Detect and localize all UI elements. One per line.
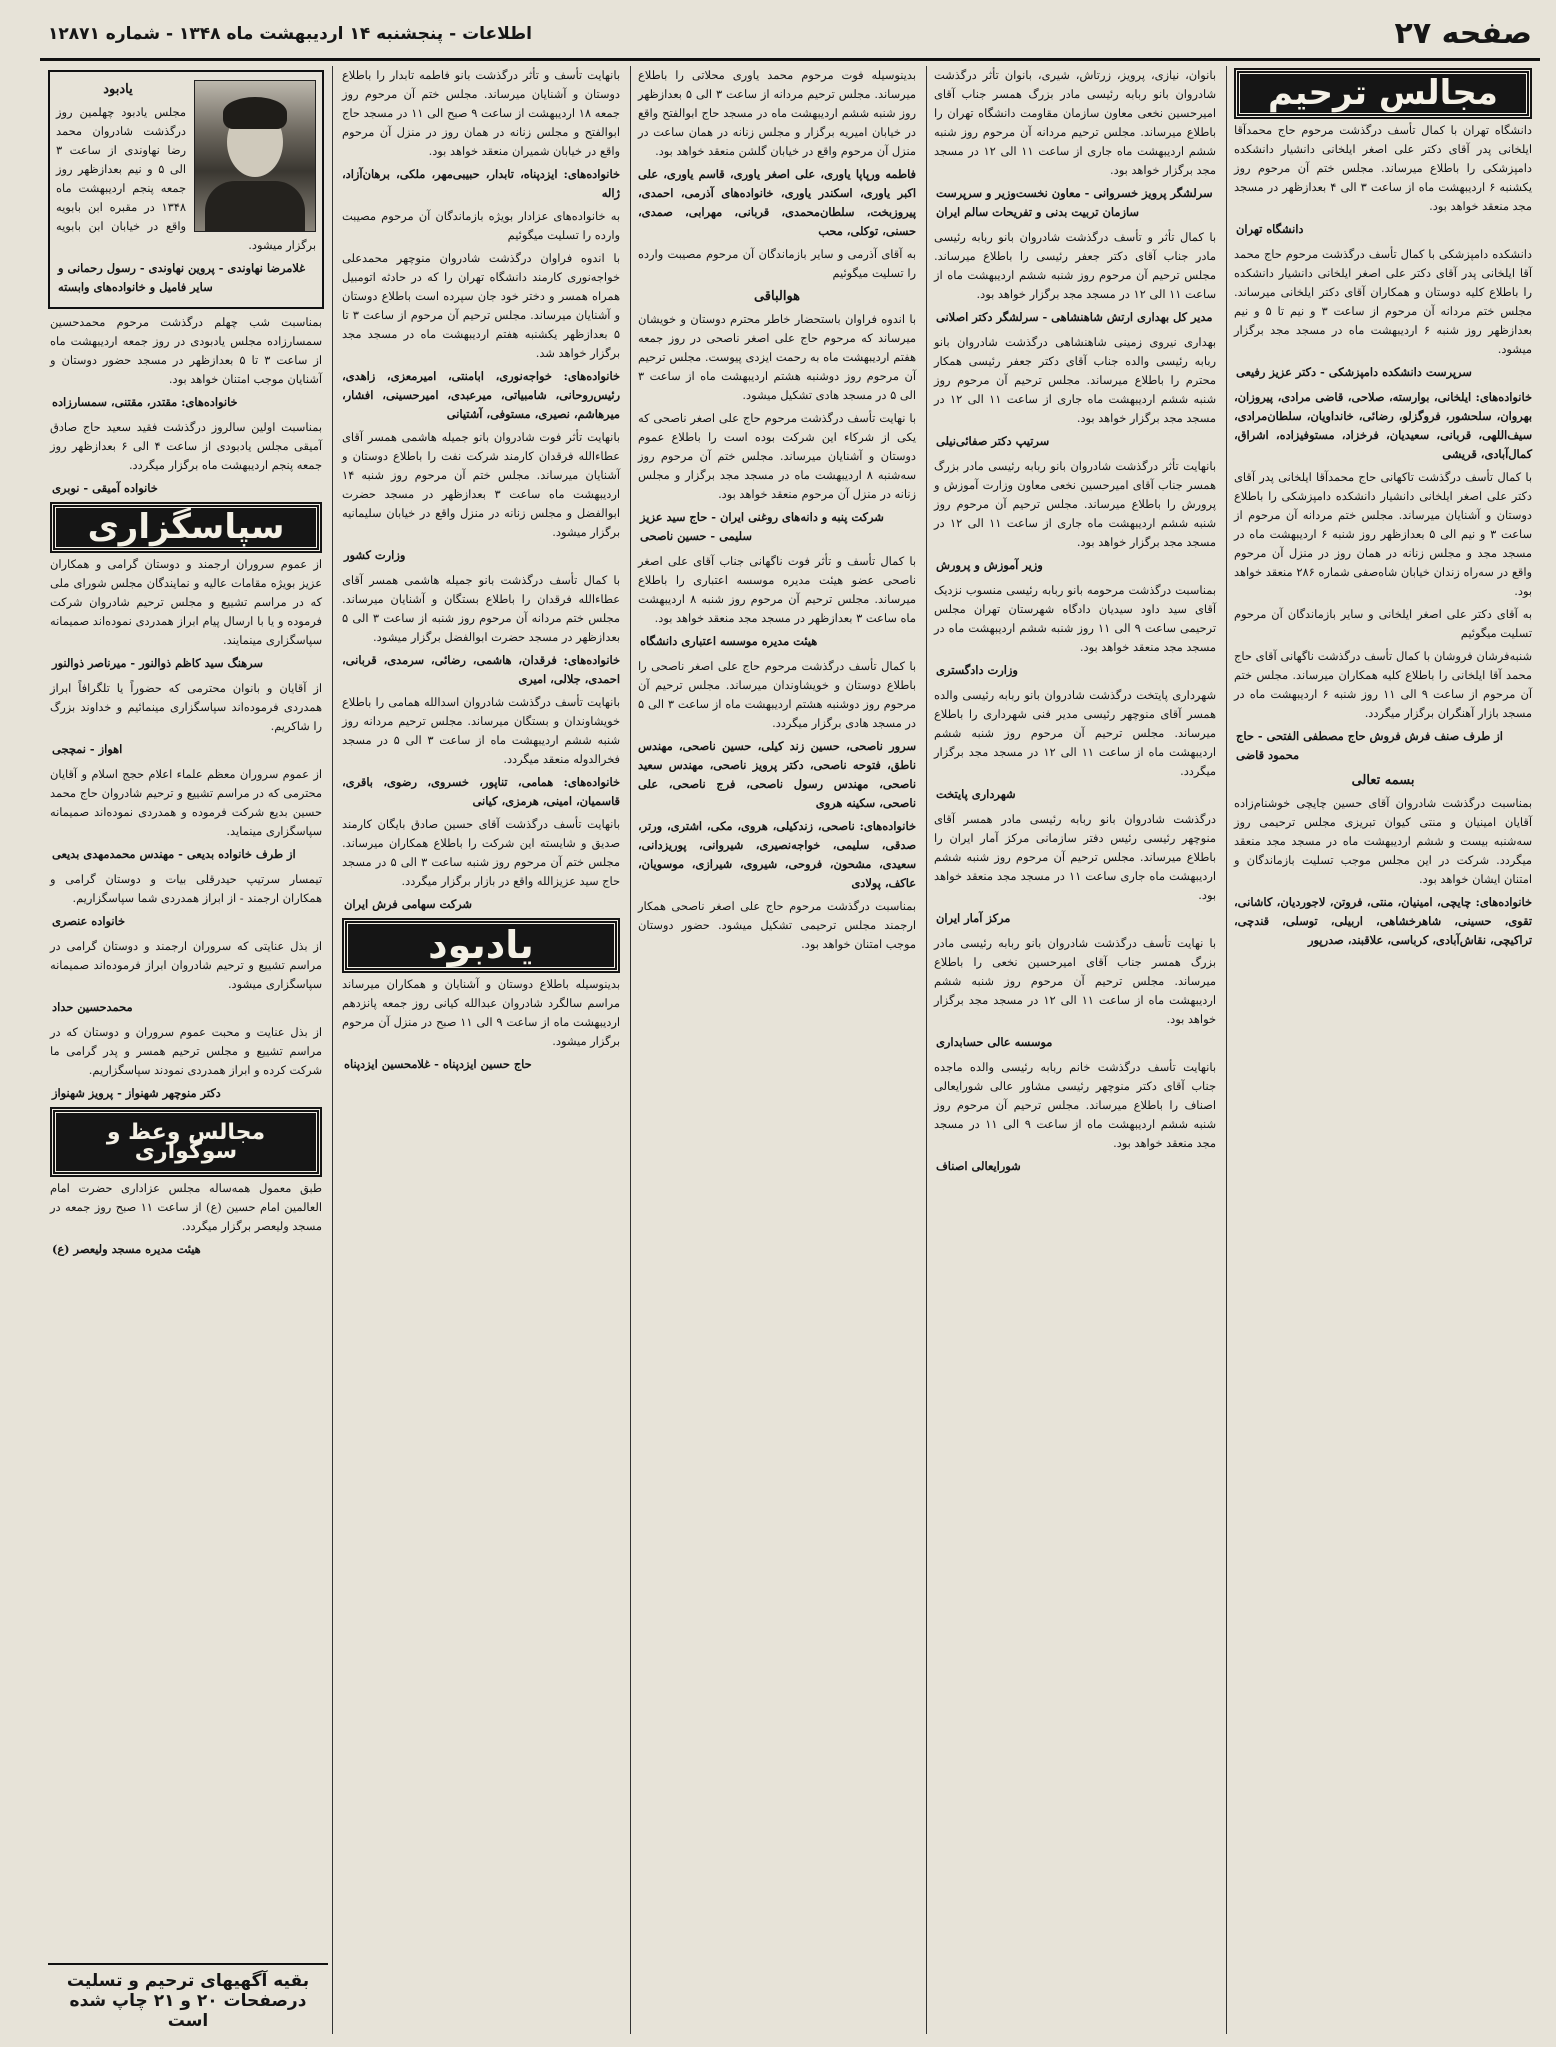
notice-text: بمناسبت شب چهلم درگذشت مرحوم محمدحسین سمسارزاده مجلس یادبودی در روز جمعه اردیبهشت ماه از ساعت ۳ تا ۵ بعدازظهر در مسجد حضور دوستان و آشنایان موجب امتنان خواهد بود. <box>50 315 323 386</box>
notice-signature: سرهنگ سید کاظم ذوالنور - میرناصر ذوالنور <box>52 656 263 670</box>
memorial-title: یادبود <box>103 82 133 97</box>
notice-text: بمناسبت درگذشت مرحومه بانو ربابه رئیسی منسوب نزدیک آقای سید داود سیدیان دادگاه شهرستان تهران مجلس ترحیمی ساعت ۹ الی ۱۱ روز شنبه ششم اردیبهشت ماه در مسجد مجد منعقد خواهد بود. <box>934 583 1216 654</box>
notice-signature: شرکت پنبه و دانه‌های روغنی ایران - حاج سید عزیز سلیمی - حسین ناصحی <box>640 510 884 543</box>
family-list: خانواده‌های: ایلخانی، بوارسته، صلاحی، قاضی مرادی، پیروزان، بهروان، سلحشور، فروگزلو، رضائی، خانداویان، سلطان‌مرادی، سیف‌اللهی، قربانی، سعیدیان، فرخزاد، مستوفیزاده، اشراق، کمال‌آبادی، قریشی <box>1234 390 1532 461</box>
notice-text: شنبه‌فرشان فروشان با کمال تأسف درگذشت ناگهانی آقای حاج محمد آقا ایلخانی را باطلاع کلیه همکاران میرساند. مجلس ختم آن مرحوم از ساعت ۹ الی ۱۱ روز شنبه ۶ اردیبهشت ماه در مسجد بازار آهنگران برگزار میگردد. <box>1234 649 1533 720</box>
notice-text: شهرداری پایتخت درگذشت شادروان بانو ربابه رئیسی والده همسر آقای منوچهر رئیسی مدیر فنی شهرداری را باطلاع میرساند. مجلس ترحیم آن مرحوم روز شنبه ششم اردیبهشت ماه از ساعت ۱۱ الی ۱۲ در مسجد مجد برگزار میگردد. <box>934 688 1216 778</box>
notice-signature: شرکت سهامی فرش ایران <box>344 897 472 911</box>
notice-text: با اندوه فراوان درگذشت شادروان منوچهر محمدعلی خواجه‌نوری کارمند دانشگاه تهران را که در حادثه اتومبیل همراه همسر و دختر خود جان سپرده است باطلاع دوستان و آشنایان میرساند. مجلس ترحیم آن مرحوم از ساعت ۳ تا ۵ بعدازظهر یکشنبه هفتم اردیبهشت ماه در مسجد مجد برگزار خواهد شد. <box>342 251 621 360</box>
notice-text: بانهایت تأسف درگذشت خانم ربابه رئیسی والده ماجده جناب آقای دکتر منوچهر رئیسی مشاور عالی شورایعالی اصناف را باطلاع میرساند. مجلس ترحیم آن مرحوم روز شنبه ششم اردیبهشت ماه از ساعت ۹ الی ۱۱ در مسجد مجد منعقد خواهد بود. <box>934 1060 1216 1150</box>
notice-text: دانشکده دامپزشکی با کمال تأسف درگذشت مرحوم حاج محمد آقا ایلخانی پدر آقای دکتر علی اصغر ایلخانی دانشیار دانشکده را باطلاع کلیه دوستان و همکاران آقای دکتر ایلخانی میرساند. مجلس ختم مردانه آن مرحوم از ساعت ۳ و نیم تا ۵ و نیم بعدازظهر روز شنبه ۶ اردیبهشت ماه در مسجد مجد برگزار میشود. <box>1234 247 1532 356</box>
notice-text: بمناسبت درگذشت شادروان آقای حسین چایچی خوشنام‌زاده آقایان امینیان و منتی کیوان تبریزی مجلس ترحیمی روز سه‌شنبه بیست و ششم اردیبهشت ماه در مسجد مجد منعقد میگردد. شرکت در این مجلس موجب تسلیت بازماندگان و امتنان ایشان خواهد بود. <box>1234 796 1532 886</box>
notice-text: طبق معمول همه‌ساله مجلس عزاداری حضرت امام العالمین امام حسین (ع) از ساعت ۱۱ صبح روز جمعه در مسجد ولیعصر برگزار میگردد. <box>50 1181 323 1233</box>
notice-text: بمناسبت اولین سالروز درگذشت فقید سعید حاج صادق آمیقی مجلس یادبودی از ساعت ۴ الی ۶ بعدازظهر روز جمعه پنجم اردیبهشت ماه برگزار میگردد. <box>50 420 323 472</box>
notice-text: بدینوسیله باطلاع دوستان و آشنایان و همکاران میرساند مراسم سالگرد شادروان عبدالله کیانی روز جمعه پانزدهم اردیبهشت ماه از ساعت ۹ الی ۱۱ صبح در منزل آن مرحوم برگزار میشود. <box>342 977 620 1048</box>
memorial-text: مجلس یادبود چهلمین روز درگذشت شادروان محمد رضا نهاوندی از ساعت ۳ الی ۵ و نیم بعدازظهر روز جمعه پنجم اردیبهشت ماه ۱۳۴۸ در مقبره ابن بابویه واقع در خیابان ابن بابویه برگزار میشود. <box>56 105 316 252</box>
family-list: خانواده‌های: ایزدپناه، تابدار، حبیبی‌مهر، ملکی، برهان‌آزاد، ژاله <box>342 167 620 200</box>
notice-text: با اندوه فراوان باستحضار خاطر محترم دوستان و خویشان میرساند که مرحوم حاج علی اصغر ناصحی در روز جمعه هفتم اردیبهشت ماه به رحمت ایزدی پیوست. مجلس ترحیم آن مرحوم روز دوشنبه هشتم اردیبهشت ماه از ساعت ۳ الی ۵ در مسجد هادی تشکیل میشود. <box>638 312 916 402</box>
notice-text: تیمسار سرتیپ حیدرقلی بیات و دوستان گرامی و همکاران ارجمند - از ابراز همدردی شما سپاسگزاریم. <box>50 872 322 905</box>
notice-text: درگذشت شادروان بانو ربابه رئیسی مادر همسر آقای منوچهر رئیسی رئیس دفتر سازمانی مرکز آمار ایران را باطلاع میرساند. مجلس ترحیم آن مرحوم روز شنبه ششم اردیبهشت ماه جاری ساعت ۱۱ در مسجد مجد منعقد خواهد بود. <box>934 812 1217 902</box>
condolence-text: به خانواده‌های عزادار بویژه بازماندگان آن مرحوم مصیبت وارده را تسلیت میگوئیم <box>342 209 620 242</box>
notice-signature: هیئت مدیره موسسه اعتباری دانشگاه <box>640 634 818 648</box>
notice-signature: اهواز - نمچجی <box>52 742 123 756</box>
notice-text: از بذل عنایت و محبت عموم سروران و دوستان که در مراسم تشییع و مجلس ترحیم همسر و پدر گرامی ما شرکت کرده و ابراز همدردی نمودند سپاسگزاریم. <box>50 1025 322 1077</box>
section-heading: هوالباقی <box>753 289 801 304</box>
notice-signature: حاج حسین ایزدپناه - غلامحسین ایزدپناه <box>344 1057 532 1071</box>
column-rule <box>1226 66 1227 2034</box>
continuation-note: بقیه آگهیهای ترحیم و تسلیت درصفحات ۲۰ و ۲۱ چاپ شده است <box>48 1963 328 2031</box>
column-4 <box>336 66 626 2034</box>
family-list: خانواده‌های: چایچی، امینیان، منتی، فروتن، لاجوردیان، کاشانی، تقوی، حسینی، شاهرخشاهی، اربیلی، توسلی، قندچی، تراکیچی، نقاش‌آبادی، کرباسی، علاقبند، صدرپور <box>1234 895 1532 947</box>
notice-text: بانوان، نیازی، پرویز، زرتاش، شیری، بانوان تأثر درگذشت شادروان بانو ربابه رئیسی مادر بزرگ همسر جناب آقای امیرحسین نخعی معاون سازمان مقاومت دانشگاه تهران را باطلاع میرساند. مجلس ترحیم مردانه آن مرحوم روز شنبه ششم اردیبهشت ماه جاری از ساعت ۱۱ الی ۱۲ در مسجد مجد برگزار خواهد بود. <box>934 68 1216 177</box>
notice-text: از بذل عنایتی که سروران ارجمند و دوستان گرامی در مراسم تشییع و ترحیم شادروان ابراز فرموده‌اند صمیمانه سپاسگزاری میشود. <box>50 939 322 991</box>
family-list: خانواده‌های: همامی، تناپور، خسروی، رضوی، باقری، قاسمیان، امینی، هرمزی، کیانی <box>342 775 620 808</box>
memorial-banner: یادبود <box>344 920 618 971</box>
family-list: خانواده‌های: خواجه‌نوری، ابامنتی، امیرمعزی، زاهدی، رئیس‌روحانی، شامبیاتی، میرعبدی، امیرحسینی، افشار، میرهاشم، نصیری، مستوفی، آشتیانی <box>342 369 620 421</box>
publication-info: اطلاعات - پنجشنبه ۱۴ اردیبهشت ماه ۱۳۴۸ - شماره ۱۲۸۷۱ <box>48 24 532 44</box>
column-rule <box>630 66 631 2034</box>
notice-signature: وزارت کشور <box>344 548 406 562</box>
notice-text: با نهایت تأسف درگذشت شادروان بانو ربابه رئیسی مادر بزرگ همسر جناب آقای امیرحسین نخعی را باطلاع میرساند. مجلس ترحیم آن مرحوم روز شنبه ششم اردیبهشت ماه از ساعت ۱۱ الی ۱۲ در مسجد مجد برگزار خواهد بود. <box>934 936 1216 1026</box>
notice-text: بانهایت تأسف و تأثر درگذشت بانو فاطمه تابدار را باطلاع دوستان و آشنایان میرساند. مجلس ختم آن مرحوم روز جمعه ۱۸ اردیبهشت از ساعت ۹ صبح الی ۱۱ در مسجد حاج ابوالفتح و مجلس زنانه در همان روز در منزل آن مرحوم واقع در خیابان شمیران منعقد خواهد بود. <box>342 68 620 158</box>
family-list: سرور ناصحی، حسین زند کیلی، حسین ناصحی، مهندس ناطق، فتوحه ناصحی، دکتر پرویز ناصحی، مهندس سعید ناصحی، مهندس رسول ناصحی، فرج ناصحی، علی ناصحی، سکینه هروی <box>638 739 916 810</box>
notice-text: با کمال تأسف و تأثر فوت ناگهانی جناب آقای علی اصغر ناصحی عضو هیئت مدیره موسسه اعتباری را باطلاع میرساند. مجلس ترحیم آن مرحوم روز شنبه ۸ اردیبهشت ماه ساعت ۳ بعدازظهر در مسجد مجد منعقد خواهد بود. <box>638 554 916 625</box>
notice-text: بمناسبت درگذشت مرحوم حاج علی اصغر ناصحی همکار ارجمند مجلس ترحیمی تشکیل میشود. حضور دوستان موجب امتنان خواهد بود. <box>638 899 916 951</box>
notice-text: با نهایت تأسف درگذشت مرحوم حاج علی اصغر ناصحی که یکی از شرکاء این شرکت بوده است را باطلاع عموم دوستان و آشنایان میرساند. مجلس ختم آن مرحوم روز سه‌شنبه ۸ اردیبهشت ماه در مسجد مجد برگزار و مجلس زنانه در منزل آن مرحوم منعقد خواهد بود. <box>638 411 916 501</box>
notice-text: دانشگاه تهران با کمال تأسف درگذشت مرحوم حاج محمدآقا ایلخانی پدر آقای دکتر علی اصغر ایلخانی دانشیار دانشکده دامپزشکی را باطلاع میرساند. مجلس ختم آن مرحوم روز یکشنبه ۶ اردیبهشت ماه از ساعت ۳ الی ۴ بعدازظهر در مسجد مجد منعقد خواهد بود. <box>1234 123 1532 213</box>
notice-text: با کمال تأسف درگذشت بانو جمیله هاشمی همسر آقای عطاءالله فرقدان را باطلاع بستگان و آشنایان میرساند. مجلس ختم مردانه آن مرحوم روز شنبه از ساعت ۳ الی ۵ بعدازظهر در مسجد حضرت ابوالفضل برگزار میشود. <box>342 573 620 644</box>
notice-text: با کمال تأثر و تأسف درگذشت شادروان بانو ربابه رئیسی مادر جناب آقای دکتر جعفر رئیسی را باطلاع میرساند. مجلس ترحیم آن مرحوم روز شنبه ششم اردیبهشت ماه از ساعت ۱۱ الی ۱۲ در مسجد مجد برگزار خواهد بود. <box>934 230 1216 301</box>
notice-signature: موسسه عالی حسابداری <box>936 1035 1053 1049</box>
notice-signature: سرپرست دانشکده دامپزشکی - دکتر عزیز رفیعی <box>1236 365 1472 379</box>
condolence-text: به آقای آذرمی و سایر بازماندگان آن مرحوم مصیبت وارده را تسلیت میگوئیم <box>638 247 916 280</box>
notice-signature: خانواده آمیقی - نوبری <box>52 481 158 495</box>
notice-signature: مرکز آمار ایران <box>936 911 1011 925</box>
condolence-text: به آقای دکتر علی اصغر ایلخانی و سایر بازماندگان آن مرحوم تسلیت میگوئیم <box>1234 607 1532 640</box>
notice-signature: وزارت دادگستری <box>936 663 1018 677</box>
column-rule <box>332 66 333 2034</box>
column-rule <box>926 66 927 2034</box>
notice-signature: خانواده‌های: مقتدر، مقتنی، سمسارزاده <box>52 395 238 409</box>
notice-text: بدینوسیله فوت مرحوم محمد یاوری محلاتی را باطلاع میرساند. مجلس ترحیم مردانه از ساعت ۳ الی ۵ بعدازظهر روز شنبه ششم اردیبهشت ماه در مسجد حاج ابوالفتح واقع در خیابان امیریه برگزار و مجلس زنانه در همان ساعت در منزل آن مرحوم واقع در خیابان گلشن منعقد خواهد بود. <box>638 68 916 158</box>
notice-text: بهداری نیروی زمینی شاهنشاهی درگذشت شادروان بانو ربابه رئیسی والده جناب آقای دکتر جعفر رئیسی همکار محترم را باطلاع میرساند. مجلس ترحیم آن مرحوم روز شنبه ششم اردیبهشت ماه جاری از ساعت ۱۱ الی ۱۲ در مسجد مجد برگزار خواهد بود. <box>934 335 1217 425</box>
section-heading: بسمه تعالی <box>1351 773 1415 788</box>
notice-text: از عموم سروران معظم علماء اعلام حجج اسلام و آقایان محترمی که در مراسم تشییع و ترحیم شادروان حاج محمد حسین بدیع شرکت فرموده و همدردی نموده‌اند صمیمانه سپاسگزاری مینماید. <box>50 767 322 838</box>
notice-signature: از طرف خانواده بدیعی - مهندس محمدمهدی بدیعی <box>52 847 296 861</box>
notice-signature: هیئت مدیره مسجد ولیعصر (ع) <box>52 1242 201 1256</box>
sermons-banner: مجالس وعظ و سوگواری <box>52 1109 320 1175</box>
portrait-photo <box>194 80 316 232</box>
gratitude-banner: سپاسگزاری <box>52 504 320 551</box>
notice-signature: شورایعالی اصناف <box>936 1159 1021 1173</box>
notice-text: با کمال تأسف درگذشت مرحوم حاج علی اصغر ناصحی را باطلاع دوستان و خویشاوندان میرساند. مجلس ترحیم آن مرحوم روز دوشنبه هشتم اردیبهشت ماه از ساعت ۳ الی ۵ در مسجد هادی برگزار میگردد. <box>638 659 916 730</box>
notice-text: بانهایت تأسف درگذشت شادروان اسدالله همامی را باطلاع خویشاوندان و بستگان میرساند. مجلس ترحیم مردانه روز شنبه ششم اردیبهشت ماه از ساعت ۳ الی ۵ در مسجد فخرالدوله منعقد میگردد. <box>342 695 620 766</box>
notice-text: بانهایت تأثر درگذشت شادروان بانو ربابه رئیسی مادر بزرگ همسر جناب آقای امیرحسین نخعی معاون وزارت آموزش و پرورش را باطلاع میرساند. مجلس ترحیم آن مرحوم روز شنبه ششم اردیبهشت ماه جاری از ساعت ۱۱ الی ۱۲ در مسجد مجد برگزار خواهد بود. <box>934 459 1217 549</box>
column-5 <box>44 66 328 2034</box>
obituaries-banner: مجالس ترحیم <box>1236 70 1530 117</box>
notice-signature: دانشگاه تهران <box>1236 222 1304 236</box>
memorial-box <box>48 70 324 309</box>
notice-signature: سرلشگر پرویز خسروانی - معاون نخست‌وزیر و سرپرست سازمان تربیت بدنی و تفریحات سالم ایران <box>936 186 1213 219</box>
notice-text: بانهایت تأسف درگذشت آقای حسین صادق بایگان کارمند صدیق و شایسته این شرکت را باطلاع همکاران میرساند. مجلس ختم آن مرحوم روز شنبه ساعت ۳ الی ۵ در مسجد حاج سید عزیزالله واقع در بازار برگزار میگردد. <box>342 817 620 888</box>
notice-text: از آقایان و بانوان محترمی که حضوراً یا تلگرافاً ابراز همدردی فرموده‌اند سپاسگزاری مینمائیم و خداوند بزرگ را شاکریم. <box>50 681 322 733</box>
page-header <box>40 14 1540 61</box>
notice-signature: محمدحسین حداد <box>52 1000 133 1014</box>
notice-text: بانهایت تأثر فوت شادروان بانو جمیله هاشمی همسر آقای عطاءالله فرقدان کارمند شرکت نفت را باطلاع دوستان و آشنایان میرساند. مجلس ختم آن مرحوم روز شنبه ۱۴ اردیبهشت ماه ساعت ۳ بعدازظهر در مسجد حضرت ابوالفضل و مجلس زنانه در منزل واقع در خیابان سلیمانیه برگزار میشود. <box>342 430 620 539</box>
family-list: خانواده‌های: ناصحی، زندکیلی، هروی، مکی، اشتری، ورتر، صدقی، سلیمی، خواجه‌نصیری، شیروانی، پوریزدانی، سعیدی، مشحون، فروحی، شیروی، شیرازی، موسویان، عاکف، پولادی <box>638 819 916 890</box>
notice-text: با کمال تأسف درگذشت تاکهانی حاج محمدآقا ایلخانی پدر آقای دکتر علی اصغر ایلخانی دانشیار دانشکده دامپزشکی را باطلاع دوستان و آشنایان میرساند. مجلس ختم مردانه آن مرحوم از ساعت ۳ و نیم الی ۵ بعدازظهر روز شنبه ۶ اردیبهشت ماه در مسجد مجد و مجلس زنانه در همان روز در منزل آن مرحوم واقع در سه‌راه زندان خیابان شاه‌صفی شماره ۲۸۶ منعقد خواهد بود. <box>1234 470 1532 598</box>
newspaper-page <box>40 14 1556 2037</box>
notice-signature: وزیر آموزش و پرورش <box>936 558 1043 572</box>
notice-signature: از طرف صنف فرش فروش حاج مصطفی الفتحی - حاج محمود قاضی <box>1236 729 1503 762</box>
family-list: خانواده‌های: فرقدان، هاشمی، رضائی، سرمدی، قربانی، احمدی، جلالی، امیری <box>342 653 620 686</box>
notice-signature: دکتر منوچهر شهنواز - پرویز شهنواز <box>52 1086 221 1100</box>
notice-text: از عموم سروران ارجمند و دوستان گرامی و همکاران عزیز بویژه مقامات عالیه و نمایندگان مجلس شورای ملی که در مراسم تشییع و مجلس ترحیم شادروان شرکت فرموده و یا با ارسال پیام ابراز همدردی نموده‌اند صمیمانه سپاسگزاری مینمایند. <box>50 557 322 647</box>
notice-signature: مدیر کل بهداری ارتش شاهنشاهی - سرلشگر دکتر اصلانی <box>936 310 1213 324</box>
column-1 <box>1228 66 1538 2034</box>
notice-signature: سرتیپ دکتر صفائی‌نیلی <box>936 434 1050 448</box>
column-3 <box>632 66 922 2034</box>
column-2 <box>928 66 1222 2034</box>
memorial-signature: غلامرضا نهاوندی - پروین نهاوندی - رسول رحمانی و سایر فامیل و خانواده‌های وابسته <box>58 261 306 294</box>
notice-signature: شهرداری پایتخت <box>936 787 1016 801</box>
notice-signature: خانواده عنصری <box>52 914 126 928</box>
family-list: فاطمه ورپاپا یاوری، علی اصغر یاوری، قاسم یاوری، علی اکبر یاوری، اسکندر یاوری، خانواده‌های آذرمی، احمدی، پیروزبخت، سلطان‌محمدی، قربانی، مهرابی، صمدی، حسنی، توکلی، محب <box>638 167 916 238</box>
page-number: صفحه ۲۷ <box>1394 16 1532 51</box>
